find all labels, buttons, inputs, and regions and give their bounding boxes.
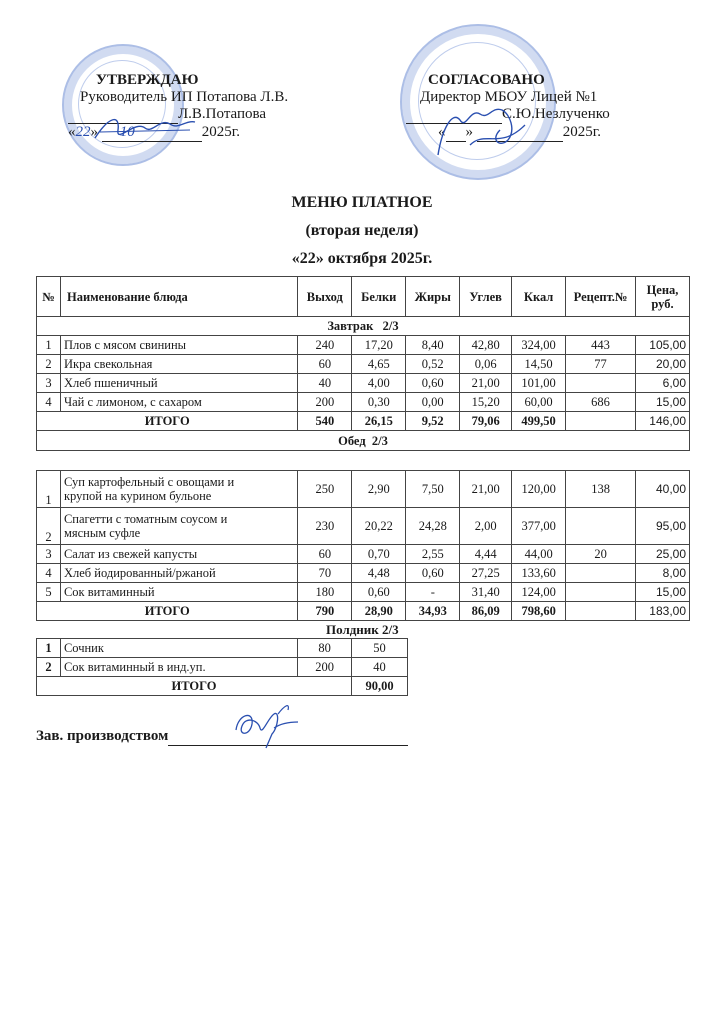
table-cell: 324,00 — [512, 336, 566, 355]
total-row-lunch — [37, 602, 690, 621]
col-protein: Белки — [352, 277, 406, 317]
col-carbs: Углев — [460, 277, 512, 317]
table-row — [37, 374, 690, 393]
table-cell: 230 — [298, 508, 352, 545]
table-cell: 790 — [298, 602, 352, 621]
table-cell: 4 — [37, 393, 61, 412]
table-cell: 2 — [37, 658, 61, 677]
section-row-lunch — [37, 431, 690, 451]
table-row — [37, 336, 690, 355]
table-cell: 0,60 — [406, 564, 460, 583]
table-cell: 28,90 — [352, 602, 406, 621]
table-cell: ИТОГО — [37, 412, 298, 431]
table-cell: 101,00 — [512, 374, 566, 393]
approve-position: Руководитель ИП Потапова Л.В. — [80, 89, 289, 105]
menu-table-breakfast — [36, 276, 690, 451]
table-cell: 180 — [298, 583, 352, 602]
table-cell: 2 — [37, 508, 61, 545]
table-cell: 0,70 — [352, 545, 406, 564]
table-row — [37, 545, 690, 564]
table-cell: Салат из свежей капусты — [60, 545, 298, 564]
document-subtitle: (вторая неделя) — [305, 222, 419, 239]
agree-year: 2025г. — [562, 124, 601, 140]
snack-section-label: Полдник 2/3 — [326, 622, 399, 637]
table-cell: Икра свекольная — [60, 355, 297, 374]
table-cell — [566, 412, 636, 431]
approve-month: 10 — [102, 124, 202, 142]
table-cell: 40,00 — [635, 471, 689, 508]
col-num: № — [37, 277, 61, 317]
document-date: «22» октября 2025г. — [291, 250, 433, 267]
agree-signer: С.Ю.Незлученко — [502, 106, 610, 122]
table-cell: 240 — [298, 336, 352, 355]
table-cell: 34,93 — [406, 602, 460, 621]
table-row — [37, 508, 690, 545]
table-cell: 124,00 — [512, 583, 566, 602]
approve-day: 22 — [75, 124, 91, 140]
table-cell: ИТОГО — [37, 677, 352, 696]
table-cell: 60,00 — [512, 393, 566, 412]
table-cell: 21,00 — [460, 374, 512, 393]
table-cell: 1 — [37, 471, 61, 508]
table-header-row — [37, 277, 690, 317]
total-row-breakfast — [37, 412, 690, 431]
table-cell: 6,00 — [635, 374, 689, 393]
table-cell: Чай с лимоном, с сахаром — [60, 393, 297, 412]
table-cell: 200 — [298, 393, 352, 412]
table-cell — [566, 583, 636, 602]
table-cell: 15,20 — [460, 393, 512, 412]
table-cell — [566, 602, 636, 621]
col-kcal: Ккал — [512, 277, 566, 317]
table-cell: 70 — [298, 564, 352, 583]
table-cell — [566, 564, 636, 583]
table-cell: 377,00 — [512, 508, 566, 545]
table-cell: 120,00 — [512, 471, 566, 508]
table-cell: 8,00 — [635, 564, 689, 583]
table-cell: 40 — [298, 374, 352, 393]
approve-title: УТВЕРЖДАЮ — [96, 72, 199, 88]
approve-date-line: «22» 10 2025г. — [68, 124, 240, 140]
table-cell: 0,30 — [352, 393, 406, 412]
table-cell: 540 — [298, 412, 352, 431]
agree-signature — [430, 100, 540, 160]
table-cell: 50 — [352, 639, 408, 658]
table-cell: 27,25 — [460, 564, 512, 583]
table-cell: 8,40 — [406, 336, 460, 355]
table-row — [37, 658, 408, 677]
approve-signature — [90, 110, 200, 150]
table-cell: 7,50 — [406, 471, 460, 508]
table-cell: 3 — [37, 545, 61, 564]
table-cell: 4,00 — [352, 374, 406, 393]
table-cell: Плов с мясом свинины — [60, 336, 297, 355]
col-name: Наименование блюда — [60, 277, 297, 317]
table-cell: 2,55 — [406, 545, 460, 564]
table-cell: 79,06 — [460, 412, 512, 431]
table-cell — [566, 508, 636, 545]
table-cell: 686 — [566, 393, 636, 412]
table-row — [37, 639, 408, 658]
table-cell: 26,15 — [352, 412, 406, 431]
table-cell: 9,52 — [406, 412, 460, 431]
agree-position: Директор МБОУ Лицей №1 — [420, 89, 598, 105]
table-cell: 0,00 — [406, 393, 460, 412]
table-row — [37, 355, 690, 374]
table-cell: 60 — [298, 355, 352, 374]
table-cell: 14,50 — [512, 355, 566, 374]
table-cell: 15,00 — [635, 393, 689, 412]
table-cell: 20 — [566, 545, 636, 564]
agree-date-line: « » 2025г. — [438, 124, 601, 140]
table-cell: 17,20 — [352, 336, 406, 355]
table-cell: 138 — [566, 471, 636, 508]
table-cell: Суп картофельный с овощами и крупой на курином бульоне — [60, 471, 298, 508]
footer-signature-line — [36, 728, 408, 746]
menu-table-lunch — [36, 470, 690, 621]
table-cell: Сок витаминный в инд.уп. — [60, 658, 297, 677]
table-cell: 1 — [37, 336, 61, 355]
col-fat: Жиры — [406, 277, 460, 317]
table-cell: Сочник — [60, 639, 297, 658]
approve-signer: Л.В.Потапова — [178, 106, 267, 122]
table-cell: Хлеб пшеничный — [60, 374, 297, 393]
table-cell: 40 — [352, 658, 408, 677]
table-cell: 2,90 — [352, 471, 406, 508]
section-label: Завтрак 2/3 — [37, 317, 690, 336]
col-price: Цена, руб. — [635, 277, 689, 317]
table-cell: 0,06 — [460, 355, 512, 374]
table-cell: 21,00 — [460, 471, 512, 508]
table-cell — [566, 374, 636, 393]
table-row — [37, 471, 690, 508]
footer-label: Зав. производством — [36, 728, 169, 744]
table-cell: 4,65 — [352, 355, 406, 374]
approve-year: 2025г. — [201, 124, 240, 140]
table-cell: 798,60 — [512, 602, 566, 621]
table-cell: Спагетти с томатным соусом и мясным суфле — [60, 508, 298, 545]
table-cell: 0,60 — [352, 583, 406, 602]
table-cell: 44,00 — [512, 545, 566, 564]
production-head-signature — [228, 700, 308, 750]
section-row-breakfast — [37, 317, 690, 336]
table-cell: 0,60 — [406, 374, 460, 393]
table-row — [37, 393, 690, 412]
table-cell: 15,00 — [635, 583, 689, 602]
table-cell: 80 — [298, 639, 352, 658]
col-recipe: Рецепт.№ — [566, 277, 636, 317]
table-cell: Сок витаминный — [60, 583, 298, 602]
table-cell: 183,00 — [635, 602, 689, 621]
table-cell: 499,50 — [512, 412, 566, 431]
table-cell: 31,40 — [460, 583, 512, 602]
table-cell: 90,00 — [352, 677, 408, 696]
table-cell: 60 — [298, 545, 352, 564]
table-cell: 3 — [37, 374, 61, 393]
total-row-snack — [37, 677, 408, 696]
table-row — [37, 583, 690, 602]
table-cell: 95,00 — [635, 508, 689, 545]
menu-table-snack — [36, 638, 408, 696]
table-cell: 2 — [37, 355, 61, 374]
table-cell: 4,44 — [460, 545, 512, 564]
table-cell: 24,28 — [406, 508, 460, 545]
table-cell: Хлеб йодированный/ржаной — [60, 564, 298, 583]
col-output: Выход — [298, 277, 352, 317]
table-cell: 1 — [37, 639, 61, 658]
table-cell: 105,00 — [635, 336, 689, 355]
table-cell: 2,00 — [460, 508, 512, 545]
table-cell: 250 — [298, 471, 352, 508]
table-cell: 146,00 — [635, 412, 689, 431]
table-cell: 20,00 — [635, 355, 689, 374]
table-cell: - — [406, 583, 460, 602]
table-cell: 86,09 — [460, 602, 512, 621]
table-cell: 200 — [298, 658, 352, 677]
table-cell: 4 — [37, 564, 61, 583]
table-cell: 443 — [566, 336, 636, 355]
table-cell: 5 — [37, 583, 61, 602]
table-cell: 42,80 — [460, 336, 512, 355]
table-cell: ИТОГО — [37, 602, 298, 621]
table-cell: 20,22 — [352, 508, 406, 545]
table-row — [37, 564, 690, 583]
table-cell: 77 — [566, 355, 636, 374]
table-cell: 25,00 — [635, 545, 689, 564]
table-cell: 4,48 — [352, 564, 406, 583]
table-cell: 0,52 — [406, 355, 460, 374]
document-title: МЕНЮ ПЛАТНОЕ — [291, 194, 433, 211]
table-cell: 133,60 — [512, 564, 566, 583]
section-label: Обед 2/3 — [37, 431, 690, 451]
agree-title: СОГЛАСОВАНО — [428, 72, 545, 88]
